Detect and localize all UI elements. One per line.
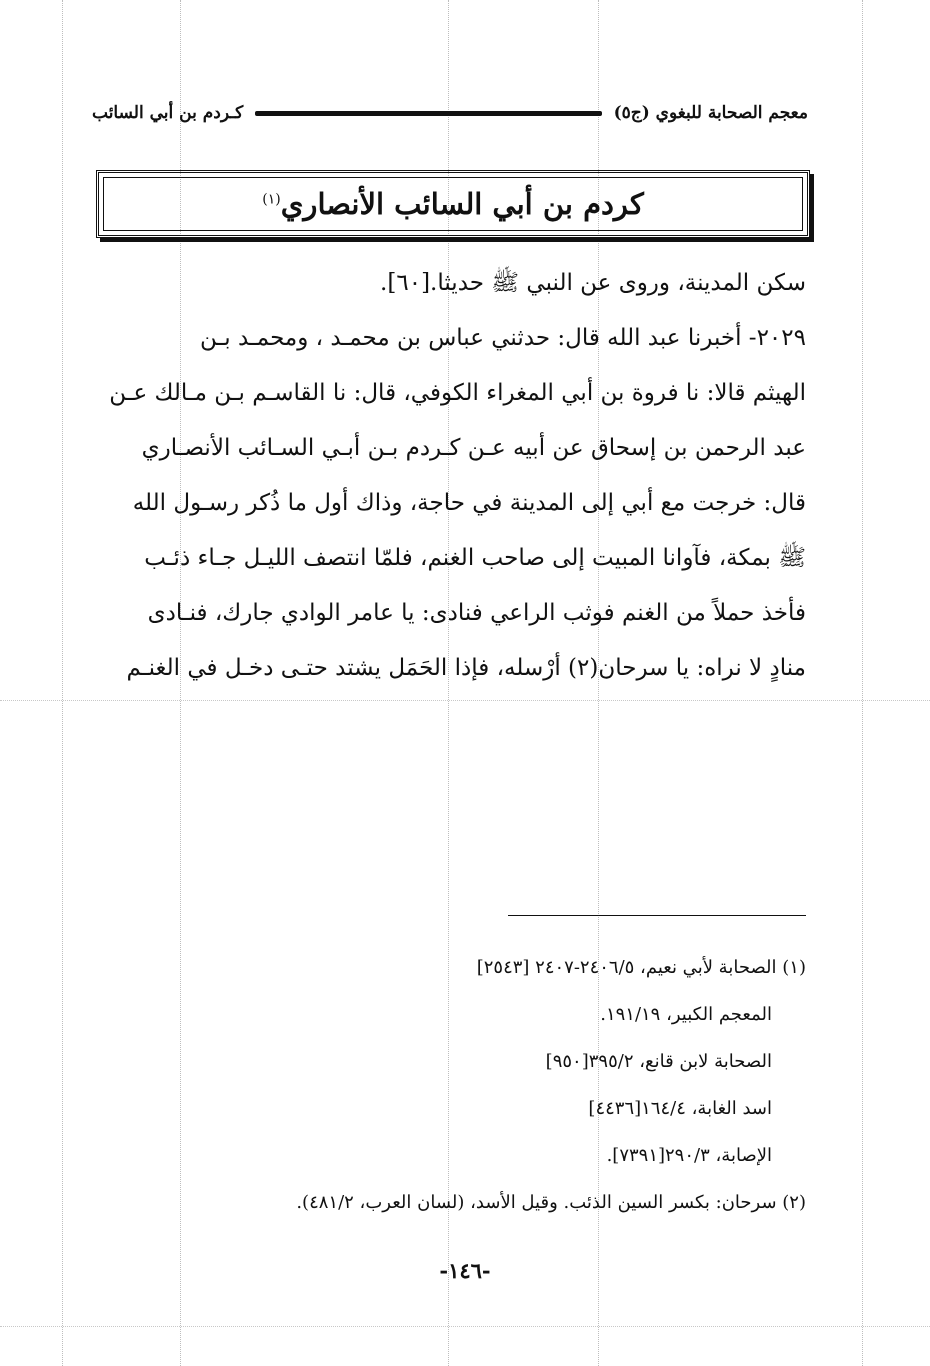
entry-title [262, 187, 643, 221]
footnote-line: الصحابة لابن قانع، ٣٩٥/٢[٩٥٠] [545, 1051, 772, 1072]
entry-body [92, 256, 806, 696]
footnote-line: الإصابة، ٢٩٠/٣[٧٣٩١]. [606, 1145, 772, 1166]
footnote-line: (١) الصحابة لأبي نعيم، ٢٤٠٦/٥-٢٤٠٧ [٢٥٤٣] [476, 957, 806, 978]
footnote-separator [508, 915, 806, 916]
body-line: قال: خرجت مع أبي إلى المدينة في حاجة، وذاك أول ما ذُكر رسـول الله [132, 490, 806, 516]
book-title: معجم الصحابة للبغوي (ج٥) [613, 103, 808, 123]
body-line: ٢٠٢٩- أخبرنا عبد الله قال: حدثني عباس بن محمـد ، ومحمـد بـن [200, 325, 806, 351]
body-line: فأخذ حملاً من الغنم فوثب الراعي فنادى: يا عامر الوادي جارك، فنـادى [147, 600, 806, 626]
body-line: سكن المدينة، وروى عن النبي ﷺ حديثا.[٦٠]. [380, 270, 806, 296]
footnote-line: المعجم الكبير، ١٩١/١٩. [600, 1004, 772, 1025]
body-line: الهيثم قالا: نا فروة بن أبي المغراء الكوفي، قال: نا القاسـم بـن مـالك عـن [109, 380, 806, 406]
header-rule [255, 111, 601, 116]
section-title: كـردم بن أبي السائب [92, 103, 244, 123]
body-line: منادٍ لا نراه: يا سرحان(٢) أرْسله، فإذا الحَمَل يشتد حتـى دخـل في الغنـم [126, 655, 806, 681]
scan-guide-line [0, 700, 930, 701]
entry-title-box [96, 170, 810, 238]
scan-guide-line [862, 0, 863, 1366]
title-footnote-ref: (١) [262, 191, 281, 208]
scan-guide-line [62, 0, 63, 1366]
page-number: -١٤٦- [439, 1258, 491, 1283]
body-line: عبد الرحمن بن إسحاق عن أبيه عـن كـردم بـن أبـي السـائب الأنصـاري [141, 435, 806, 461]
footnote-line: اسد الغابة، ١٦٤/٤[٤٤٣٦] [588, 1098, 772, 1119]
footnotes [150, 944, 806, 1226]
footnote-line: (٢) سرحان: بكسر السين الذئب. وقيل الأسد، (لسان العرب، ٤٨١/٢). [296, 1192, 806, 1213]
scan-guide-line [0, 1326, 930, 1327]
body-line: ﷺ بمكة، فآوانا المبيت إلى صاحب الغنم، فلمّا انتصف الليـل جـاء ذئـب [144, 545, 806, 571]
entry-title-text: كردم بن أبي السائب الأنصاري [280, 187, 644, 221]
running-header [92, 96, 808, 130]
